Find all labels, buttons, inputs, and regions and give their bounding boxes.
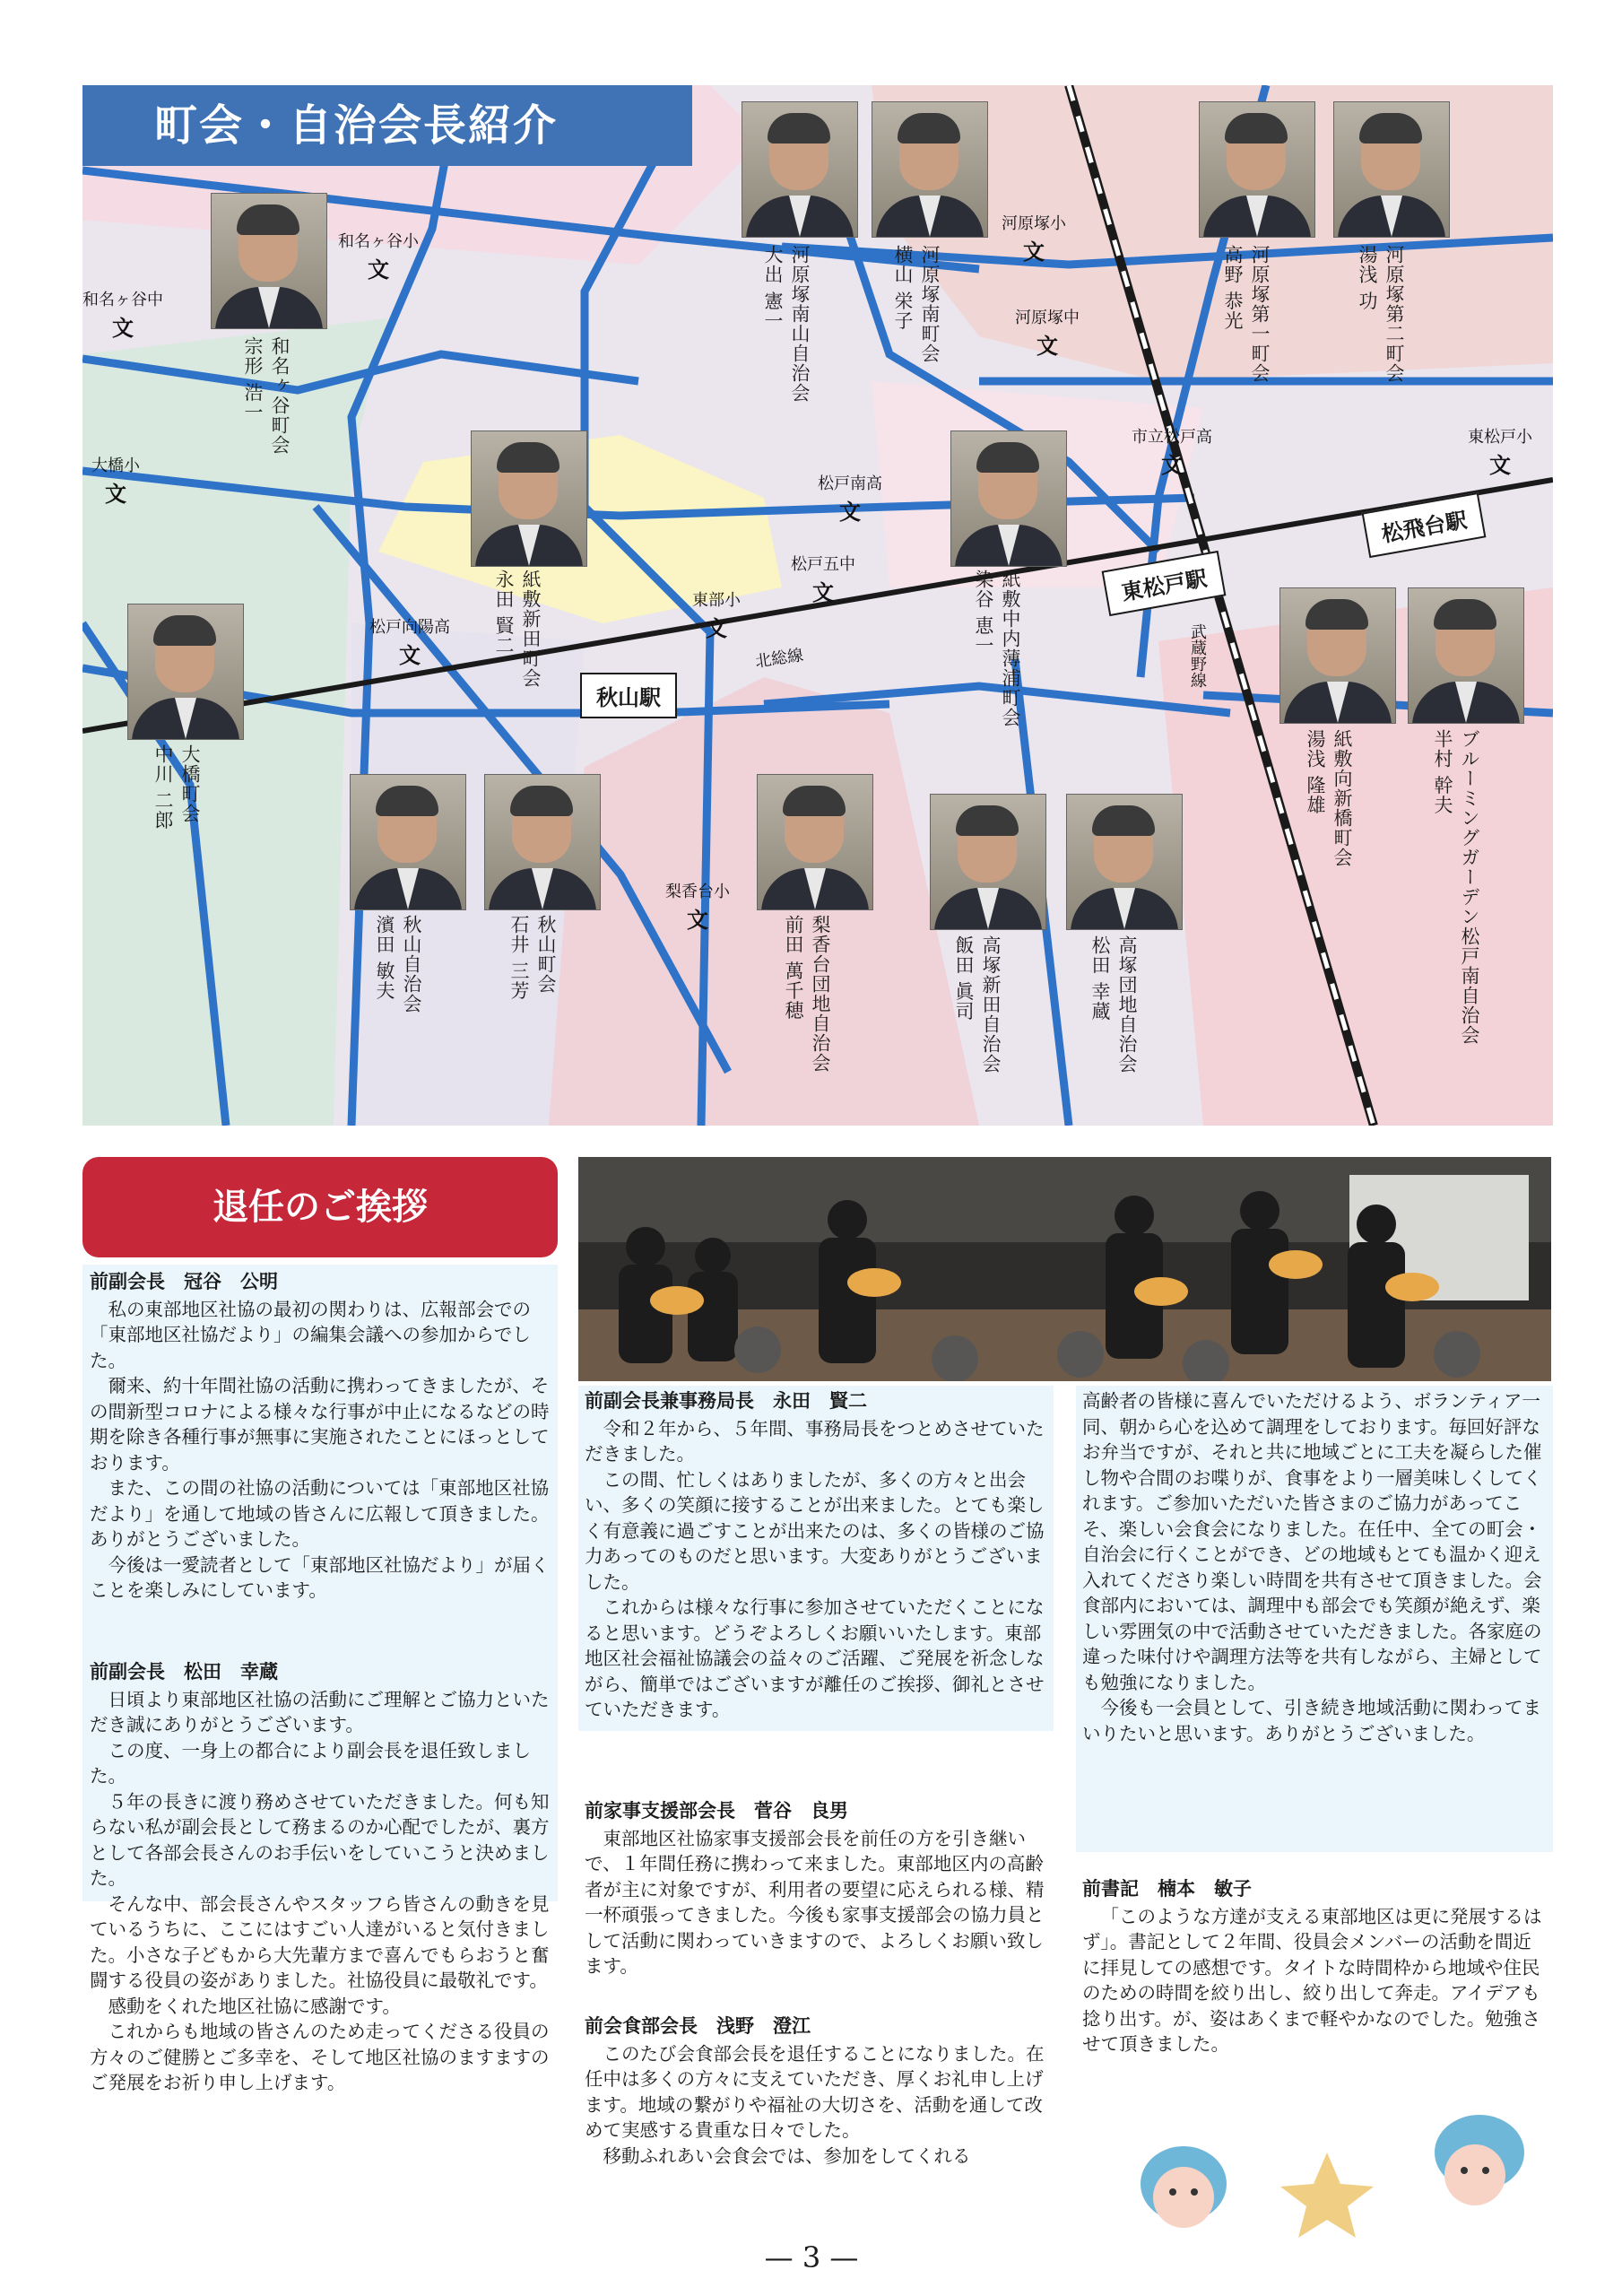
article-sugaya	[585, 1798, 1051, 1979]
leader-label: 河原塚南町会 横山 栄子	[892, 245, 941, 363]
article-paragraph: この間、忙しくはありましたが、多くの方々と出会い、多くの笑顔に接することが出来ました。とても楽しく有意義に過ごすことが出来たのは、多くの皆様のご協力あってのものだと思います。大変ありがとうございました。	[585, 1468, 1045, 1593]
map-title: 町会・自治会長紹介	[82, 85, 692, 166]
article-paragraph: 高齢者の皆様に喜んでいただけるよう、ボランティア一同、朝から心を込めて調理をしております。毎回好評なお弁当ですが、それと共に地域ごとに工夫を凝らした催し物や合間のお喋りが、食事をより一層美味しくしてくれます。ご参加いただいた皆さまのご協力があってこそ、楽しい会食会になりました。在任中、全ての町会・自治会に行くことができ、どの地域もとても温かく迎え入れてくださり楽しい時間を共有させて頂きました。会食部内においては、調理中も部会でも笑顔が絶えず、楽しい雰囲気の中で活動させていただきました。各家庭の違った味付けや調理方法等を共有しながら、主婦としても勉強になりました。	[1082, 1390, 1542, 1693]
leader-label: 河原塚第一町会 高野 恭光	[1222, 245, 1271, 383]
leader-photo	[1279, 587, 1396, 724]
leader-label: 紙敷中内薄浦町会 染谷 恵一	[973, 570, 1021, 727]
school-label: 市立松戸高 文	[1132, 428, 1212, 478]
page-number: — 3 —	[764, 2240, 859, 2274]
school-label: 和名ヶ谷中 文	[82, 291, 163, 341]
article-nagata	[585, 1388, 1051, 1723]
section-title: 退任のご挨拶	[82, 1157, 558, 1257]
leader-photo	[484, 774, 601, 910]
leader-label: 紙敷新田町会 永田 賢二	[493, 570, 542, 688]
article-heading: 前副会長兼事務局長 永田 賢二	[585, 1390, 867, 1412]
article-asano	[585, 2013, 1051, 2169]
leader-photo	[471, 430, 587, 567]
school-label: 河原塚中 文	[1015, 309, 1080, 359]
leader-photo	[950, 430, 1067, 567]
leader-photo	[1333, 101, 1450, 238]
leader-label: 高塚団地自治会 松田 幸蔵	[1089, 935, 1138, 1074]
article-paragraph: この度、一身上の都合により副会長を退任致しました。	[90, 1739, 531, 1787]
leader-photo	[1199, 101, 1315, 238]
leader-label: 大橋町会 中川 二郎	[152, 744, 201, 831]
school-label: 大橋小 文	[91, 457, 140, 507]
leader-photo	[757, 774, 873, 910]
article-paragraph: 令和２年から、５年間、事務局長をつとめさせていただきました。	[585, 1417, 1045, 1465]
school-label: 東松戸小 文	[1468, 428, 1532, 478]
article-paragraph: 「このような方達が支える東部地区は更に発展するはず」。書記として２年間、役員会メンバーの活動を間近に拝見しての感想です。タイトな時間枠から地域や住民のための時間を絞り出し、絞り出して奔走。アイデアも捻り出す。が、姿はあくまで軽やかなのでした。勉強させて頂きました。	[1082, 1905, 1542, 2055]
article-heading: 前副会長 松田 幸蔵	[90, 1661, 278, 1683]
station-akiyama: 秋山駅	[580, 673, 677, 718]
leader-photo	[742, 101, 858, 238]
ceremony-photo	[578, 1157, 1551, 1381]
leader-photo	[1408, 587, 1524, 724]
station-higashi-matsudo: 東松戸駅	[1102, 551, 1227, 616]
leader-label: 秋山町会 石井 三芳	[508, 915, 557, 1001]
hermit-crab-illustration	[1121, 2099, 1542, 2242]
article-paragraph: 今後は一愛読者として「東部地区社協だより」が届くことを楽しみにしています。	[90, 1553, 550, 1601]
leader-label: 和名ヶ谷町会 宗形 浩一	[242, 336, 291, 455]
article-paragraph: そんな中、部会長さんやスタッフら皆さんの動きを見ているうちに、ここにはすごい人達がいると気付きました。小さな子どもから大先輩方まで喜んでもらおうと奮闘する役員の姿がありました。社協役員に最敬礼です。	[90, 1892, 550, 1991]
article-matsuda	[90, 1659, 551, 2096]
article-paragraph: このたび会食部会長を退任することになりました。在任中は多くの方々に支えていただき、厚くお礼申し上げます。地域の繋がりや福祉の大切さを、活動を通して改めて実感する貴重な日々でした。	[585, 2042, 1045, 2141]
article-paragraph: 爾来、約十年間社協の活動に携わってきましたが、その間新型コロナによる様々な行事が中止になるなどの時期を除き各種行事が無事に実施されたことにほっとしております。	[90, 1375, 550, 1474]
school-label: 東部小 文	[692, 591, 741, 641]
school-label: 河原塚小 文	[1002, 214, 1066, 265]
article-heading: 前副会長 冠谷 公明	[90, 1271, 278, 1292]
article-paragraph: 私の東部地区社協の最初の関わりは、広報部会での「東部地区社協だより」の編集会議への参加からでした。	[90, 1298, 531, 1371]
article-heading: 前書記 楠本 敏子	[1082, 1878, 1252, 1900]
leader-label: 紙敷向新橋町会 湯浅 隆雄	[1305, 729, 1353, 867]
leaders-map	[82, 85, 1553, 1126]
leader-photo	[872, 101, 988, 238]
station-matsuhidai: 松飛台駅	[1362, 492, 1487, 558]
leader-photo	[211, 193, 327, 329]
leader-label: ブルーミングガーデン松戸南自治会 半村 幹夫	[1432, 729, 1480, 1045]
article-kusumoto	[1082, 1876, 1548, 2057]
article-asano-continued	[1082, 1388, 1548, 1746]
leader-label: 梨香台団地自治会 前田 萬千穂	[783, 915, 831, 1073]
school-label: 松戸南高 文	[818, 474, 882, 525]
school-label: 松戸向陽高 文	[369, 618, 450, 668]
article-paragraph: 東部地区社協家事支援部会長を前任の方を引き継いで、１年間任務に携わって来ました。東部地区内の高齢者が主に対象ですが、利用者の要望に応えられる様、精一杯頑張ってきました。今後も家事支援部会の協力員として活動に関わっていきますので、よろしくお願い致します。	[585, 1827, 1045, 1977]
article-heading: 前会食部会長 浅野 澄江	[585, 2015, 811, 2037]
school-label: 梨香台小 文	[665, 883, 730, 933]
article-heading: 前家事支援部会長 菅谷 良男	[585, 1800, 848, 1822]
leader-photo	[127, 604, 244, 740]
leader-photo	[1066, 794, 1183, 930]
school-label: 松戸五中 文	[791, 555, 855, 605]
article-kanmuriya	[90, 1269, 551, 1604]
article-paragraph: 今後も一会員として、引き続き地域活動に関わってまいりたいと思います。ありがとうございました。	[1082, 1697, 1541, 1744]
leader-label: 河原塚南山自治会 大出 憲一	[762, 245, 811, 403]
article-paragraph: これからも地域の皆さんのため走ってくださる役員の方々のご健勝とご多幸を、そして地区社協のますますのご発展をお祈り申し上げます。	[90, 2021, 550, 2093]
article-paragraph: また、この間の社協の活動については「東部地区社協だより」を通して地域の皆さんに広報して頂きました。ありがとうございました。	[90, 1477, 550, 1550]
leader-label: 河原塚第二町会 湯浅 功	[1357, 245, 1405, 383]
article-paragraph: 感動をくれた地区社協に感謝です。	[108, 1995, 401, 2017]
leader-label: 秋山自治会 濱田 敏夫	[374, 915, 422, 1013]
school-label: 和名ヶ谷小 文	[338, 232, 419, 283]
article-paragraph: ５年の長きに渡り務めさせていただきました。何も知らない私が副会長として務まるのか心配でしたが、裏方として各部会長さんのお手伝いをしていこうと決めました。	[90, 1790, 550, 1889]
article-paragraph: これからは様々な行事に参加させていただくことになると思います。どうぞよろしくお願いいたします。東部地区社会福祉協議会の益々のご活躍、ご発展を祈念しながら、簡単ではございますが離任のご挨拶、御礼とさせていただきます。	[585, 1596, 1045, 1720]
line-label-hokuso: 北総線	[754, 646, 805, 672]
line-label-musashino: 武蔵野線	[1188, 623, 1207, 688]
article-paragraph: 移動ふれあい会食会では、参加をしてくれる	[603, 2144, 971, 2167]
leader-photo	[350, 774, 466, 910]
leader-label: 高塚新田自治会 飯田 眞司	[953, 935, 1002, 1074]
article-paragraph: 日頃より東部地区社協の活動にご理解とご協力といただき誠にありがとうございます。	[90, 1688, 550, 1735]
leader-photo	[930, 794, 1046, 930]
